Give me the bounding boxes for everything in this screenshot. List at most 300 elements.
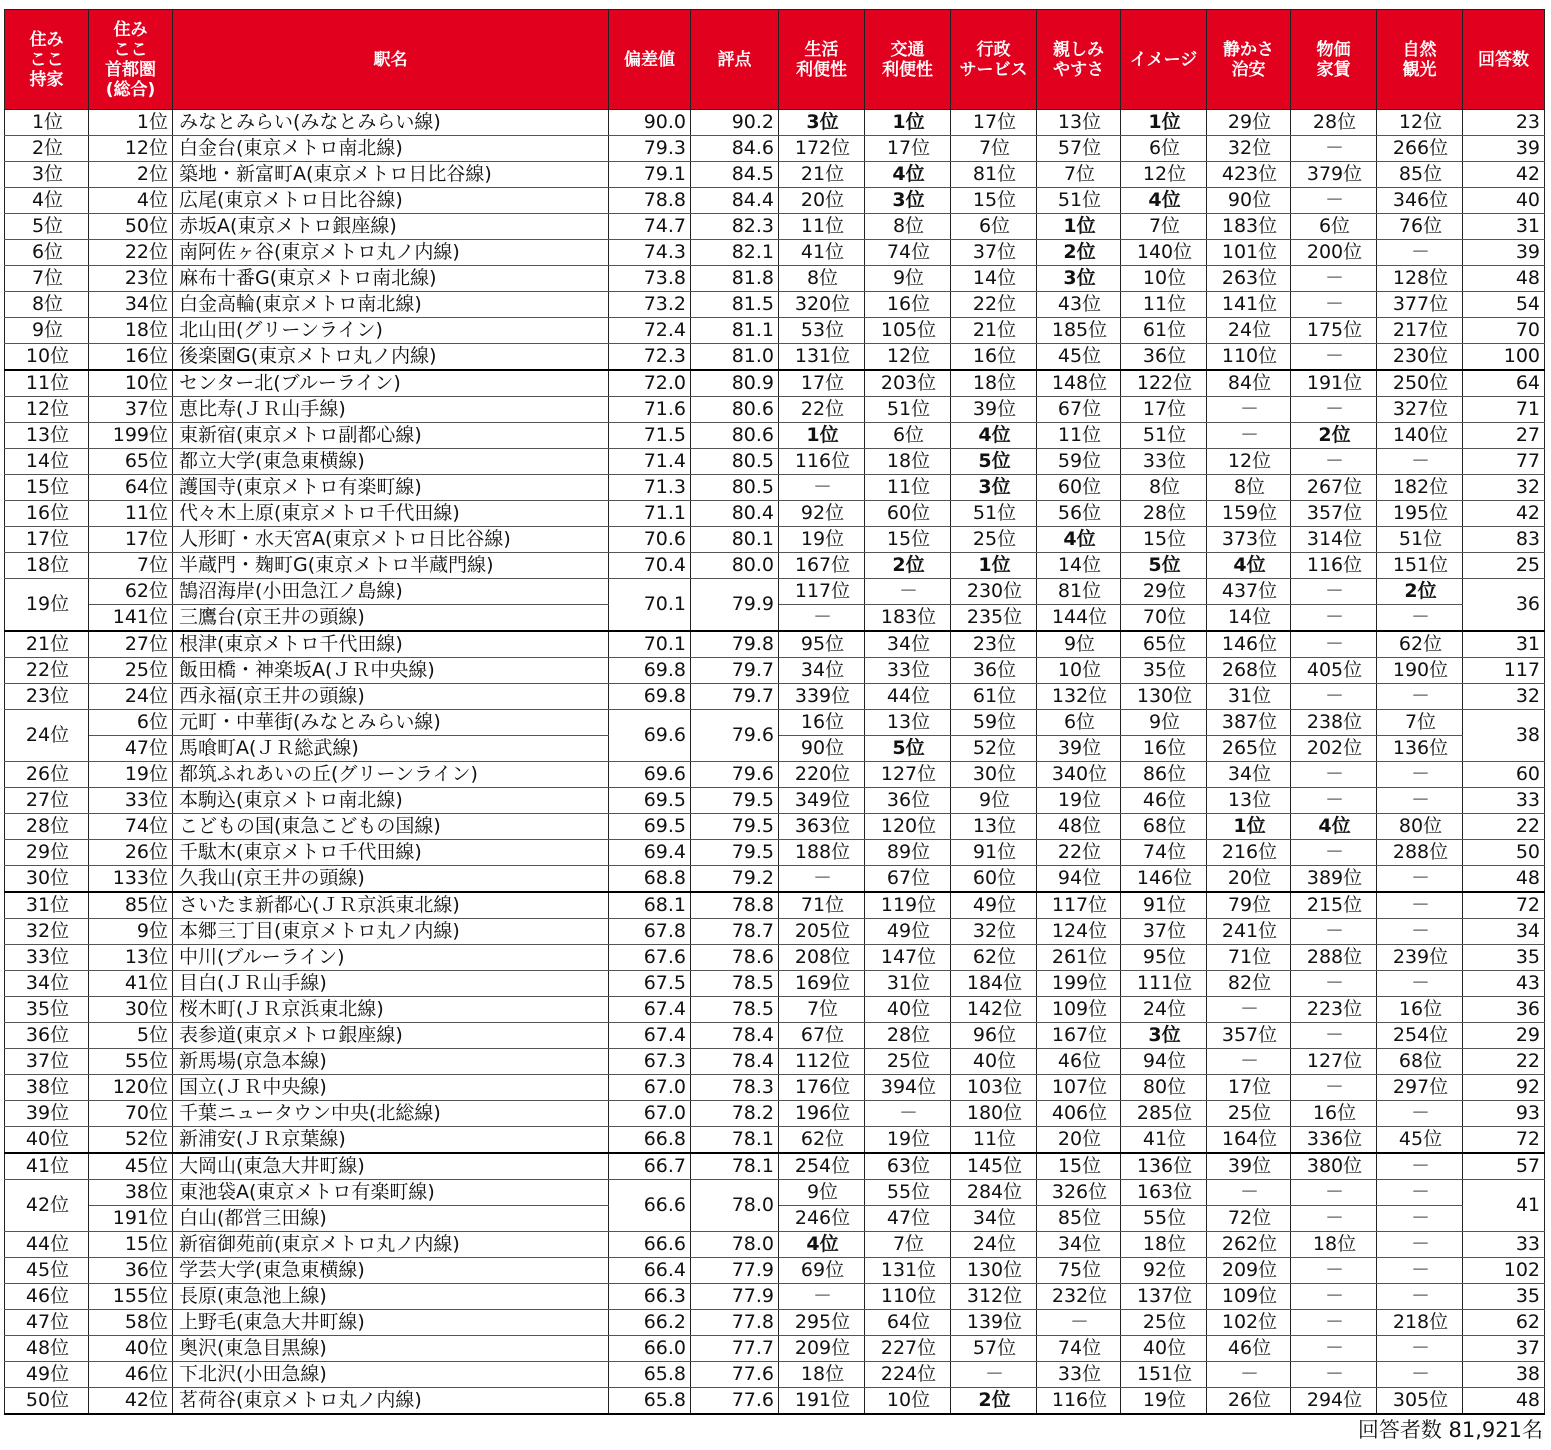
cell-responses: 60 xyxy=(1463,762,1545,788)
cell-station: 表参道(東京メトロ銀座線) xyxy=(173,1023,609,1049)
cell-rank-overall: 64位 xyxy=(89,475,173,501)
cell-price: 18位 xyxy=(1291,1232,1377,1258)
cell-friendly: 406位 xyxy=(1037,1101,1121,1127)
cell-quiet: 141位 xyxy=(1207,292,1291,318)
cell-price: － xyxy=(1291,1310,1377,1336)
cell-deviation: 66.3 xyxy=(609,1284,691,1310)
cell-nature: － xyxy=(1377,1232,1463,1258)
cell-station: 大岡山(東急大井町線) xyxy=(173,1153,609,1180)
cell-nature: 218位 xyxy=(1377,1310,1463,1336)
cell-score: 79.6 xyxy=(691,762,779,788)
cell-image: 37位 xyxy=(1121,919,1207,945)
cell-nature: 377位 xyxy=(1377,292,1463,318)
table-row xyxy=(5,318,1545,344)
cell-quiet: 216位 xyxy=(1207,840,1291,866)
cell-deviation: 73.2 xyxy=(609,292,691,318)
cell-score: 78.0 xyxy=(691,1180,779,1232)
cell-quiet: 146位 xyxy=(1207,631,1291,658)
cell-responses: 117 xyxy=(1463,658,1545,684)
cell-price: 267位 xyxy=(1291,475,1377,501)
cell-image: 3位 xyxy=(1121,1023,1207,1049)
cell-life: 176位 xyxy=(779,1075,865,1101)
cell-life: 205位 xyxy=(779,919,865,945)
cell-quiet: － xyxy=(1207,397,1291,423)
header-score: 評点 xyxy=(691,10,779,110)
cell-friendly: 34位 xyxy=(1037,1232,1121,1258)
cell-friendly: 67位 xyxy=(1037,397,1121,423)
cell-image: 10位 xyxy=(1121,266,1207,292)
cell-station: 本郷三丁目(東京メトロ丸ノ内線) xyxy=(173,919,609,945)
cell-price: 357位 xyxy=(1291,501,1377,527)
cell-rank-overall: 25位 xyxy=(89,658,173,684)
cell-life: 196位 xyxy=(779,1101,865,1127)
cell-rank-owned: 13位 xyxy=(5,423,89,449)
cell-score: 80.4 xyxy=(691,501,779,527)
cell-transport: 34位 xyxy=(865,631,951,658)
cell-responses: 42 xyxy=(1463,162,1545,188)
cell-score: 79.7 xyxy=(691,684,779,710)
cell-nature: 76位 xyxy=(1377,214,1463,240)
cell-station: センター北(ブルーライン) xyxy=(173,370,609,397)
cell-image: 24位 xyxy=(1121,997,1207,1023)
cell-rank-overall: 85位 xyxy=(89,892,173,919)
cell-transport: 36位 xyxy=(865,788,951,814)
cell-quiet: 423位 xyxy=(1207,162,1291,188)
cell-quiet: 1位 xyxy=(1207,814,1291,840)
cell-responses: 41 xyxy=(1463,1180,1545,1232)
cell-image: 92位 xyxy=(1121,1258,1207,1284)
cell-score: 84.4 xyxy=(691,188,779,214)
cell-deviation: 65.8 xyxy=(609,1362,691,1388)
cell-nature: 305位 xyxy=(1377,1388,1463,1415)
cell-image: 25位 xyxy=(1121,1310,1207,1336)
cell-deviation: 79.1 xyxy=(609,162,691,188)
cell-nature: 128位 xyxy=(1377,266,1463,292)
cell-life: 95位 xyxy=(779,631,865,658)
cell-image: 151位 xyxy=(1121,1362,1207,1388)
cell-rank-owned: 9位 xyxy=(5,318,89,344)
cell-score: 82.1 xyxy=(691,240,779,266)
cell-price: － xyxy=(1291,684,1377,710)
cell-rank-overall: 120位 xyxy=(89,1075,173,1101)
cell-rank-overall: 16位 xyxy=(89,344,173,371)
cell-transport: 9位 xyxy=(865,266,951,292)
cell-station: 新宿御苑前(東京メトロ丸ノ内線) xyxy=(173,1232,609,1258)
cell-score: 77.9 xyxy=(691,1258,779,1284)
cell-quiet: 17位 xyxy=(1207,1075,1291,1101)
cell-deviation: 72.3 xyxy=(609,344,691,371)
cell-score: 77.7 xyxy=(691,1336,779,1362)
cell-image: 140位 xyxy=(1121,240,1207,266)
cell-quiet: 84位 xyxy=(1207,370,1291,397)
cell-friendly: 6位 xyxy=(1037,710,1121,736)
cell-rank-overall: 10位 xyxy=(89,370,173,397)
cell-deviation: 69.6 xyxy=(609,710,691,762)
cell-station: 下北沢(小田急線) xyxy=(173,1362,609,1388)
cell-transport: 74位 xyxy=(865,240,951,266)
cell-price: － xyxy=(1291,919,1377,945)
cell-station: みなとみらい(みなとみらい線) xyxy=(173,110,609,136)
cell-quiet: 20位 xyxy=(1207,866,1291,893)
cell-admin: 230位 xyxy=(951,579,1037,605)
cell-rank-overall: 37位 xyxy=(89,397,173,423)
cell-friendly: 185位 xyxy=(1037,318,1121,344)
header-quiet: 静かさ 治安 xyxy=(1207,10,1291,110)
cell-image: 8位 xyxy=(1121,475,1207,501)
cell-image: 29位 xyxy=(1121,579,1207,605)
cell-transport: － xyxy=(865,579,951,605)
cell-price: － xyxy=(1291,1075,1377,1101)
cell-friendly: 15位 xyxy=(1037,1153,1121,1180)
cell-image: 80位 xyxy=(1121,1075,1207,1101)
table-row xyxy=(5,579,1545,605)
table-row xyxy=(5,710,1545,736)
cell-station: 根津(東京メトロ千代田線) xyxy=(173,631,609,658)
cell-friendly: 43位 xyxy=(1037,292,1121,318)
cell-rank-owned: 46位 xyxy=(5,1284,89,1310)
cell-rank-owned: 4位 xyxy=(5,188,89,214)
cell-life: 67位 xyxy=(779,1023,865,1049)
cell-quiet: － xyxy=(1207,1049,1291,1075)
cell-nature: － xyxy=(1377,605,1463,632)
table-row xyxy=(5,892,1545,919)
cell-score: 78.4 xyxy=(691,1023,779,1049)
cell-deviation: 67.5 xyxy=(609,971,691,997)
cell-price: － xyxy=(1291,1206,1377,1232)
cell-rank-overall: 155位 xyxy=(89,1284,173,1310)
cell-station: 都立大学(東急東横線) xyxy=(173,449,609,475)
cell-rank-owned: 50位 xyxy=(5,1388,89,1415)
cell-station: 白山(都営三田線) xyxy=(173,1206,609,1232)
cell-life: 172位 xyxy=(779,136,865,162)
cell-station: 目白(ＪＲ山手線) xyxy=(173,971,609,997)
cell-friendly: 19位 xyxy=(1037,788,1121,814)
cell-transport: 15位 xyxy=(865,527,951,553)
cell-rank-overall: 42位 xyxy=(89,1388,173,1415)
cell-nature: 136位 xyxy=(1377,736,1463,762)
cell-life: 220位 xyxy=(779,762,865,788)
cell-nature: － xyxy=(1377,1206,1463,1232)
respondents-note: 回答者数 81,921名 xyxy=(1357,1418,1543,1442)
cell-admin: 14位 xyxy=(951,266,1037,292)
cell-rank-overall: 24位 xyxy=(89,684,173,710)
cell-friendly: 10位 xyxy=(1037,658,1121,684)
cell-quiet: － xyxy=(1207,997,1291,1023)
cell-quiet: 209位 xyxy=(1207,1258,1291,1284)
cell-admin: 30位 xyxy=(951,762,1037,788)
cell-life: 117位 xyxy=(779,579,865,605)
header-station: 駅名 xyxy=(173,10,609,110)
cell-rank-owned: 39位 xyxy=(5,1101,89,1127)
cell-life: 34位 xyxy=(779,658,865,684)
cell-life: 19位 xyxy=(779,527,865,553)
cell-quiet: 8位 xyxy=(1207,475,1291,501)
cell-transport: 17位 xyxy=(865,136,951,162)
cell-transport: 33位 xyxy=(865,658,951,684)
cell-quiet: － xyxy=(1207,423,1291,449)
cell-score: 80.0 xyxy=(691,553,779,579)
cell-rank-overall: 34位 xyxy=(89,292,173,318)
cell-price: － xyxy=(1291,1258,1377,1284)
cell-friendly: 132位 xyxy=(1037,684,1121,710)
cell-responses: 22 xyxy=(1463,814,1545,840)
cell-admin: 32位 xyxy=(951,919,1037,945)
cell-quiet: 12位 xyxy=(1207,449,1291,475)
cell-image: 1位 xyxy=(1121,110,1207,136)
cell-rank-owned: 1位 xyxy=(5,110,89,136)
cell-score: 81.1 xyxy=(691,318,779,344)
cell-station: 築地・新富町A(東京メトロ日比谷線) xyxy=(173,162,609,188)
cell-image: 68位 xyxy=(1121,814,1207,840)
cell-price: 175位 xyxy=(1291,318,1377,344)
cell-rank-overall: 65位 xyxy=(89,449,173,475)
cell-rank-overall: 27位 xyxy=(89,631,173,658)
cell-rank-overall: 19位 xyxy=(89,762,173,788)
cell-admin: 96位 xyxy=(951,1023,1037,1049)
cell-friendly: 107位 xyxy=(1037,1075,1121,1101)
cell-price: － xyxy=(1291,1180,1377,1206)
cell-quiet: 29位 xyxy=(1207,110,1291,136)
cell-deviation: 69.5 xyxy=(609,788,691,814)
cell-responses: 50 xyxy=(1463,840,1545,866)
cell-station: 都筑ふれあいの丘(グリーンライン) xyxy=(173,762,609,788)
cell-admin: 51位 xyxy=(951,501,1037,527)
cell-transport: 7位 xyxy=(865,1232,951,1258)
cell-deviation: 78.8 xyxy=(609,188,691,214)
table-row xyxy=(5,501,1545,527)
cell-transport: 49位 xyxy=(865,919,951,945)
cell-transport: 105位 xyxy=(865,318,951,344)
cell-image: 122位 xyxy=(1121,370,1207,397)
cell-price: － xyxy=(1291,1284,1377,1310)
cell-life: 363位 xyxy=(779,814,865,840)
cell-friendly: 20位 xyxy=(1037,1127,1121,1154)
table-row xyxy=(5,866,1545,893)
cell-price: － xyxy=(1291,266,1377,292)
table-header xyxy=(5,10,1545,110)
cell-quiet: 46位 xyxy=(1207,1336,1291,1362)
cell-score: 78.3 xyxy=(691,1075,779,1101)
table-row xyxy=(5,136,1545,162)
cell-friendly: 81位 xyxy=(1037,579,1121,605)
cell-rank-overall: 45位 xyxy=(89,1153,173,1180)
cell-admin: 103位 xyxy=(951,1075,1037,1101)
cell-admin: 25位 xyxy=(951,527,1037,553)
cell-quiet: 13位 xyxy=(1207,788,1291,814)
cell-station: 南阿佐ヶ谷(東京メトロ丸ノ内線) xyxy=(173,240,609,266)
header-life: 生活 利便性 xyxy=(779,10,865,110)
cell-score: 79.6 xyxy=(691,710,779,762)
cell-admin: 23位 xyxy=(951,631,1037,658)
cell-deviation: 71.4 xyxy=(609,449,691,475)
cell-rank-overall: 4位 xyxy=(89,188,173,214)
cell-station: 新馬場(京急本線) xyxy=(173,1049,609,1075)
cell-responses: 35 xyxy=(1463,945,1545,971)
cell-rank-owned: 10位 xyxy=(5,344,89,371)
cell-image: 61位 xyxy=(1121,318,1207,344)
cell-score: 78.4 xyxy=(691,1049,779,1075)
cell-image: 130位 xyxy=(1121,684,1207,710)
cell-admin: 142位 xyxy=(951,997,1037,1023)
cell-image: 35位 xyxy=(1121,658,1207,684)
cell-quiet: 31位 xyxy=(1207,684,1291,710)
cell-transport: 203位 xyxy=(865,370,951,397)
cell-transport: 13位 xyxy=(865,710,951,736)
cell-responses: 33 xyxy=(1463,788,1545,814)
cell-nature: 85位 xyxy=(1377,162,1463,188)
cell-transport: 67位 xyxy=(865,866,951,893)
cell-life: － xyxy=(779,1284,865,1310)
cell-rank-overall: 30位 xyxy=(89,997,173,1023)
cell-score: 79.5 xyxy=(691,840,779,866)
cell-life: 11位 xyxy=(779,214,865,240)
cell-rank-owned: 3位 xyxy=(5,162,89,188)
cell-rank-owned: 34位 xyxy=(5,971,89,997)
cell-life: 18位 xyxy=(779,1362,865,1388)
cell-deviation: 67.6 xyxy=(609,945,691,971)
cell-score: 78.1 xyxy=(691,1153,779,1180)
cell-responses: 31 xyxy=(1463,631,1545,658)
cell-transport: 131位 xyxy=(865,1258,951,1284)
cell-station: 人形町・水天宮A(東京メトロ日比谷線) xyxy=(173,527,609,553)
cell-image: 70位 xyxy=(1121,605,1207,632)
cell-transport: 2位 xyxy=(865,553,951,579)
cell-friendly: 124位 xyxy=(1037,919,1121,945)
cell-life: － xyxy=(779,475,865,501)
cell-price: － xyxy=(1291,788,1377,814)
header-price: 物価 家賃 xyxy=(1291,10,1377,110)
cell-nature: 230位 xyxy=(1377,344,1463,371)
cell-station: 中川(ブルーライン) xyxy=(173,945,609,971)
cell-admin: 9位 xyxy=(951,788,1037,814)
cell-friendly: 1位 xyxy=(1037,214,1121,240)
header-friendly: 親しみ やすさ xyxy=(1037,10,1121,110)
cell-rank-owned: 42位 xyxy=(5,1180,89,1232)
cell-image: 111位 xyxy=(1121,971,1207,997)
cell-rank-overall: 15位 xyxy=(89,1232,173,1258)
cell-station: さいたま新都心(ＪＲ京浜東北線) xyxy=(173,892,609,919)
cell-friendly: 4位 xyxy=(1037,527,1121,553)
cell-nature: 297位 xyxy=(1377,1075,1463,1101)
cell-admin: 24位 xyxy=(951,1232,1037,1258)
cell-station: 赤坂A(東京メトロ銀座線) xyxy=(173,214,609,240)
cell-transport: 44位 xyxy=(865,684,951,710)
cell-admin: 36位 xyxy=(951,658,1037,684)
cell-responses: 72 xyxy=(1463,1127,1545,1154)
cell-rank-owned: 11位 xyxy=(5,370,89,397)
cell-responses: 77 xyxy=(1463,449,1545,475)
cell-rank-overall: 7位 xyxy=(89,553,173,579)
cell-station: 飯田橋・神楽坂A(ＪＲ中央線) xyxy=(173,658,609,684)
cell-score: 78.7 xyxy=(691,919,779,945)
cell-deviation: 70.1 xyxy=(609,579,691,632)
cell-station: 新浦安(ＪＲ京葉線) xyxy=(173,1127,609,1154)
cell-price: － xyxy=(1291,762,1377,788)
cell-life: 17位 xyxy=(779,370,865,397)
cell-life: 71位 xyxy=(779,892,865,919)
cell-rank-owned: 22位 xyxy=(5,658,89,684)
cell-responses: 37 xyxy=(1463,1336,1545,1362)
cell-rank-overall: 50位 xyxy=(89,214,173,240)
cell-price: 215位 xyxy=(1291,892,1377,919)
cell-score: 79.5 xyxy=(691,788,779,814)
cell-image: 146位 xyxy=(1121,866,1207,893)
cell-deviation: 69.6 xyxy=(609,762,691,788)
cell-station: 千葉ニュータウン中央(北総線) xyxy=(173,1101,609,1127)
cell-admin: 180位 xyxy=(951,1101,1037,1127)
header-nature: 自然 観光 xyxy=(1377,10,1463,110)
cell-price: － xyxy=(1291,840,1377,866)
cell-score: 79.7 xyxy=(691,658,779,684)
table-row xyxy=(5,553,1545,579)
cell-quiet: 164位 xyxy=(1207,1127,1291,1154)
cell-deviation: 66.0 xyxy=(609,1336,691,1362)
cell-nature: － xyxy=(1377,449,1463,475)
cell-life: 254位 xyxy=(779,1153,865,1180)
cell-admin: 57位 xyxy=(951,1336,1037,1362)
table-row xyxy=(5,762,1545,788)
cell-station: 三鷹台(京王井の頭線) xyxy=(173,605,609,632)
cell-admin: 7位 xyxy=(951,136,1037,162)
cell-score: 80.5 xyxy=(691,475,779,501)
cell-admin: 13位 xyxy=(951,814,1037,840)
cell-rank-owned: 31位 xyxy=(5,892,89,919)
cell-deviation: 67.0 xyxy=(609,1101,691,1127)
cell-quiet: 4位 xyxy=(1207,553,1291,579)
table-row xyxy=(5,292,1545,318)
cell-deviation: 79.3 xyxy=(609,136,691,162)
cell-responses: 72 xyxy=(1463,892,1545,919)
cell-quiet: 109位 xyxy=(1207,1284,1291,1310)
cell-price: 28位 xyxy=(1291,110,1377,136)
cell-score: 79.9 xyxy=(691,579,779,632)
cell-transport: 110位 xyxy=(865,1284,951,1310)
cell-nature: 62位 xyxy=(1377,631,1463,658)
cell-station: 麻布十番G(東京メトロ南北線) xyxy=(173,266,609,292)
cell-rank-owned: 15位 xyxy=(5,475,89,501)
cell-responses: 93 xyxy=(1463,1101,1545,1127)
cell-price: － xyxy=(1291,449,1377,475)
table-row xyxy=(5,344,1545,371)
cell-nature: 254位 xyxy=(1377,1023,1463,1049)
cell-transport: 28位 xyxy=(865,1023,951,1049)
cell-admin: 21位 xyxy=(951,318,1037,344)
cell-friendly: 109位 xyxy=(1037,997,1121,1023)
cell-responses: 36 xyxy=(1463,997,1545,1023)
cell-rank-owned: 41位 xyxy=(5,1153,89,1180)
cell-price: 2位 xyxy=(1291,423,1377,449)
table-row xyxy=(5,162,1545,188)
cell-friendly: 199位 xyxy=(1037,971,1121,997)
cell-life: 53位 xyxy=(779,318,865,344)
table-row xyxy=(5,188,1545,214)
cell-life: 4位 xyxy=(779,1232,865,1258)
cell-life: 90位 xyxy=(779,736,865,762)
cell-life: － xyxy=(779,605,865,632)
cell-quiet: 268位 xyxy=(1207,658,1291,684)
table-row xyxy=(5,110,1545,136)
cell-price: 116位 xyxy=(1291,553,1377,579)
cell-friendly: 85位 xyxy=(1037,1206,1121,1232)
cell-transport: 127位 xyxy=(865,762,951,788)
cell-price: 380位 xyxy=(1291,1153,1377,1180)
cell-image: 36位 xyxy=(1121,344,1207,371)
cell-admin: 184位 xyxy=(951,971,1037,997)
cell-image: 137位 xyxy=(1121,1284,1207,1310)
cell-life: 9位 xyxy=(779,1180,865,1206)
cell-quiet: 26位 xyxy=(1207,1388,1291,1415)
cell-admin: 49位 xyxy=(951,892,1037,919)
